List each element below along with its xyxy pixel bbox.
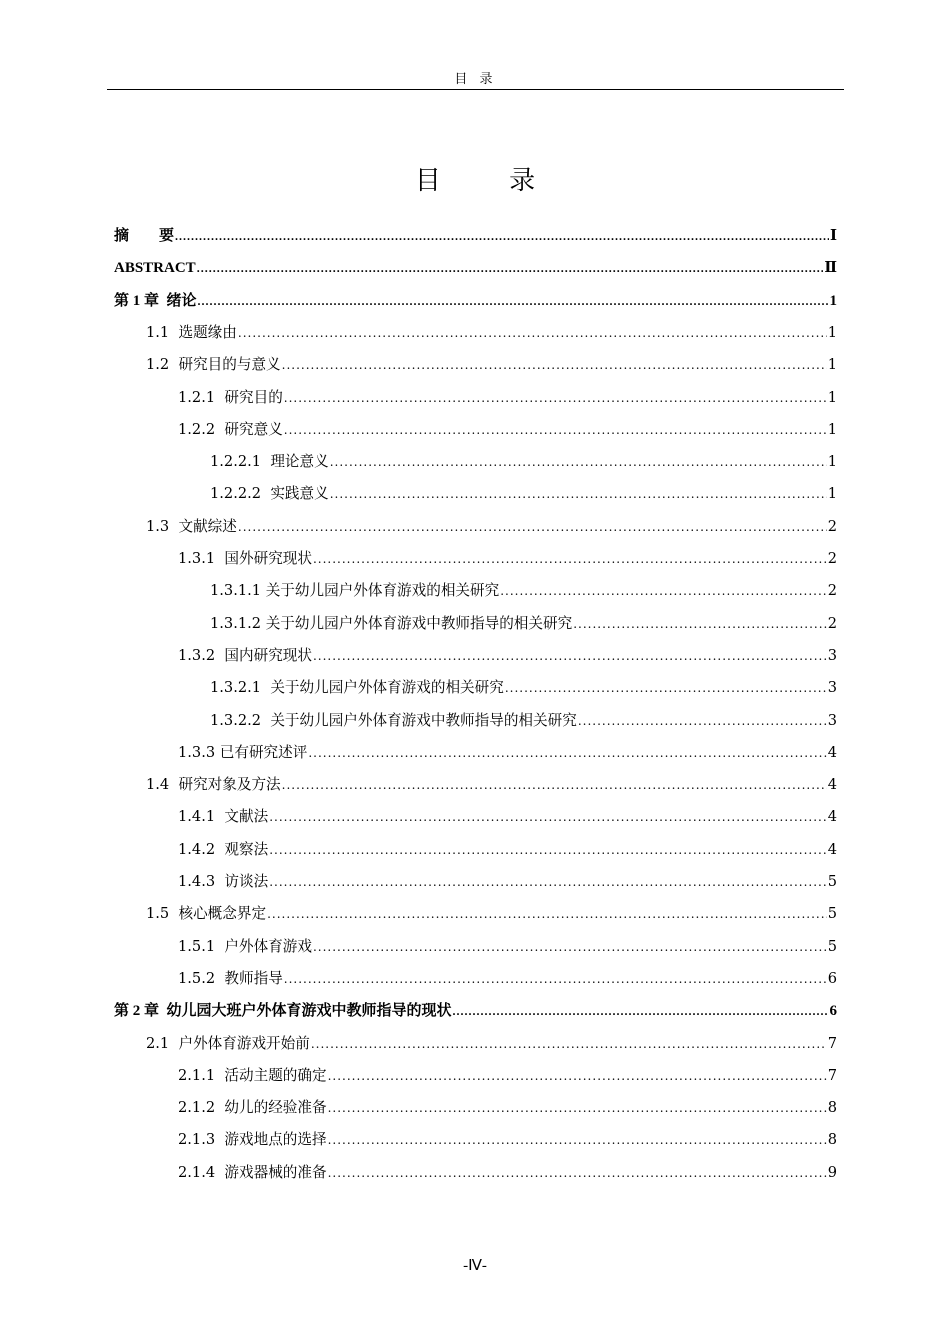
toc-entry-title: 已有研究述评 xyxy=(215,743,308,761)
toc-leader-dots xyxy=(578,707,827,735)
toc-entry-page: 2 xyxy=(827,582,837,600)
toc-entry-title: 实践意义 xyxy=(261,485,329,503)
toc-leader-dots xyxy=(328,1094,827,1122)
toc-entry-page: 1 xyxy=(827,420,837,438)
toc-entry[interactable] xyxy=(114,900,837,928)
toc-leader-dots xyxy=(282,351,827,379)
toc-entry-number: 1.4.2 xyxy=(178,840,216,858)
toc-entry-title: 户外体育游戏开始前 xyxy=(169,1034,310,1052)
toc-leader-dots xyxy=(500,577,827,605)
toc-entry-number: 2.1.4 xyxy=(178,1163,216,1181)
toc-leader-dots xyxy=(282,771,827,799)
toc-leader-dots xyxy=(284,384,827,412)
toc-entry-title: 幼儿的经验准备 xyxy=(215,1099,327,1117)
toc-entry-number: 1.5 xyxy=(146,905,170,923)
toc-entry[interactable] xyxy=(114,480,837,508)
toc-entry-page: 1 xyxy=(827,388,837,406)
toc-entry-number: 1.2.2 xyxy=(178,420,216,438)
toc-entry[interactable] xyxy=(114,1030,837,1058)
toc-entry-page: 2 xyxy=(827,614,837,632)
toc-entry-number: 1.3.2 xyxy=(178,646,216,664)
toc-entry[interactable] xyxy=(114,545,837,573)
toc-entry-title: 活动主题的确定 xyxy=(215,1066,327,1084)
page-number: -Ⅳ- xyxy=(463,1258,487,1274)
toc-leader-dots xyxy=(328,1062,827,1090)
toc-entry[interactable] xyxy=(114,448,837,476)
toc-entry-page: 1 xyxy=(829,292,837,309)
toc-entry-page: 4 xyxy=(827,808,837,826)
toc-entry[interactable] xyxy=(114,707,837,735)
toc-entry-page: 4 xyxy=(827,840,837,858)
toc-leader-dots xyxy=(330,448,827,476)
running-header: 目 录 xyxy=(454,72,497,87)
toc-leader-dots xyxy=(269,836,827,864)
toc-entry[interactable] xyxy=(114,997,837,1025)
toc-leader-dots xyxy=(238,319,827,347)
toc-entry[interactable] xyxy=(114,965,837,993)
toc-entry-page: 5 xyxy=(827,873,837,890)
toc-entry-page: 6 xyxy=(829,1003,837,1020)
toc-leader-dots xyxy=(573,610,827,638)
toc-entry[interactable] xyxy=(114,1159,837,1187)
toc-entry-number: 1.3.2.2 xyxy=(210,711,262,729)
toc-entry[interactable] xyxy=(114,1094,837,1122)
toc-entry[interactable] xyxy=(114,642,837,670)
toc-entry-page: 3 xyxy=(827,711,837,729)
header-rule xyxy=(107,89,844,90)
toc-entry-page: 3 xyxy=(827,646,837,664)
toc-entry-number: 1.1 xyxy=(146,323,170,341)
toc-entry[interactable] xyxy=(114,1126,837,1154)
toc-entry-number: 1.3.1.2 xyxy=(210,614,262,632)
toc-leader-dots xyxy=(313,933,827,961)
toc-entry-page: 4 xyxy=(827,743,837,761)
toc-entry-number: 1.3.3 xyxy=(178,743,216,761)
toc-entry-title: 观察法 xyxy=(215,840,269,858)
toc-entry-number: 摘 要 xyxy=(114,228,175,244)
toc-entry-page: 1 xyxy=(827,356,837,374)
toc-entry-number: 1.3 xyxy=(146,517,170,535)
toc-entry-title: 游戏器械的准备 xyxy=(215,1163,327,1181)
toc-entry-title: 关于幼儿园户外体育游戏中教师指导的相关研究 xyxy=(261,614,573,632)
toc-entry-number: 1.4.3 xyxy=(178,873,216,890)
toc-entry-title: 文献综述 xyxy=(169,517,237,535)
toc-leader-dots xyxy=(284,965,827,993)
toc-entry-title: 户外体育游戏 xyxy=(215,937,312,955)
toc-entry-page: 7 xyxy=(827,1034,837,1052)
toc-entry-title: 研究目的与意义 xyxy=(169,356,281,374)
toc-entry[interactable] xyxy=(114,384,837,412)
toc-entry[interactable] xyxy=(114,868,837,896)
toc-entry-number: 2.1 xyxy=(146,1034,170,1052)
toc-leader-dots xyxy=(175,222,829,250)
toc-entry[interactable] xyxy=(114,287,837,315)
toc-leader-dots xyxy=(328,1126,827,1154)
toc-entry-title: 访谈法 xyxy=(215,873,269,890)
toc-entry[interactable] xyxy=(114,254,837,282)
toc-entry[interactable] xyxy=(114,803,837,831)
toc-entry-title: 关于幼儿园户外体育游戏的相关研究 xyxy=(261,582,500,600)
toc-entry-page: 2 xyxy=(827,517,837,535)
toc-entry-number: 1.2 xyxy=(146,356,170,374)
toc-entry-number: 1.3.1 xyxy=(178,550,216,567)
toc-entry-page: 6 xyxy=(827,969,837,987)
toc-entry-title: 研究目的 xyxy=(215,388,283,406)
toc-entry-title: 关于幼儿园户外体育游戏中教师指导的相关研究 xyxy=(261,711,577,729)
toc-entry-page: Ⅰ xyxy=(829,228,837,244)
toc-entry-title: 核心概念界定 xyxy=(169,905,267,923)
toc-title: 目 录 xyxy=(414,166,566,196)
toc-leader-dots xyxy=(505,674,827,702)
toc-entry-page: 5 xyxy=(827,905,837,923)
toc-entry[interactable] xyxy=(114,1062,837,1090)
toc-entry-number: 1.3.1.1 xyxy=(210,582,262,600)
toc-entry[interactable] xyxy=(114,771,837,799)
toc-leader-dots xyxy=(238,513,827,541)
toc-entry[interactable] xyxy=(114,674,837,702)
toc-entry-page: 1 xyxy=(827,453,837,471)
toc-entry-title: 游戏地点的选择 xyxy=(215,1131,327,1149)
toc-entry-title: 文献法 xyxy=(215,808,269,826)
toc-entry-title: 理论意义 xyxy=(261,453,329,471)
toc-entry[interactable] xyxy=(114,416,837,444)
toc-entry-number: 第 2 章 xyxy=(114,1003,160,1020)
toc-entry-title: 研究对象及方法 xyxy=(169,776,281,794)
toc-leader-dots xyxy=(269,803,827,831)
toc-entry-title: 国外研究现状 xyxy=(215,550,312,567)
toc-leader-dots xyxy=(313,545,827,573)
toc-entry-title: 关于幼儿园户外体育游戏的相关研究 xyxy=(261,679,504,697)
toc-leader-dots xyxy=(453,997,829,1025)
toc-entry-page: 7 xyxy=(827,1066,837,1084)
toc-entry[interactable] xyxy=(114,610,837,638)
toc-entry-number: 第 1 章 xyxy=(114,292,160,309)
toc-entry-number: 1.4 xyxy=(146,776,170,794)
toc-leader-dots xyxy=(308,739,826,767)
toc-entry-number: 1.2.1 xyxy=(178,388,216,406)
toc-leader-dots xyxy=(311,1030,827,1058)
toc-entry-title: 幼儿园大班户外体育游戏中教师指导的现状 xyxy=(159,1003,452,1020)
toc-entry-page: Ⅱ xyxy=(824,260,837,277)
toc-entry[interactable] xyxy=(114,222,837,250)
toc-entry-page: 2 xyxy=(827,550,837,567)
toc-entry[interactable] xyxy=(114,836,837,864)
toc-entry[interactable] xyxy=(114,933,837,961)
toc-entry-number: 1.3.2.1 xyxy=(210,679,262,697)
toc-entry-title: 研究意义 xyxy=(215,420,283,438)
toc-leader-dots xyxy=(269,868,827,896)
toc-entry-title: 国内研究现状 xyxy=(215,646,312,664)
toc-entry[interactable] xyxy=(114,513,837,541)
toc-entry-page: 1 xyxy=(827,485,837,503)
toc-entry[interactable] xyxy=(114,351,837,379)
toc-entry-page: 1 xyxy=(827,323,837,341)
toc-entry-number: 1.5.1 xyxy=(178,937,216,955)
toc-leader-dots xyxy=(328,1159,827,1187)
toc-entry-page: 9 xyxy=(827,1163,837,1181)
toc-entry-number: ABSTRACT xyxy=(114,260,196,277)
toc-entry-page: 4 xyxy=(827,776,837,794)
toc-entry[interactable] xyxy=(114,319,837,347)
toc-entry-title: 绪论 xyxy=(159,292,197,309)
toc-leader-dots xyxy=(284,416,827,444)
toc-leader-dots xyxy=(330,480,827,508)
toc-entry-page: 8 xyxy=(827,1099,837,1117)
toc-entry-number: 1.4.1 xyxy=(178,808,216,826)
toc-entry-page: 3 xyxy=(827,679,837,697)
toc-entry-title: 选题缘由 xyxy=(169,323,237,341)
toc-entry[interactable] xyxy=(114,739,837,767)
toc-entry-page: 5 xyxy=(827,937,837,955)
toc-entry-number: 1.2.2.1 xyxy=(210,453,262,471)
toc-entry-number: 2.1.2 xyxy=(178,1099,216,1117)
toc-entry-number: 2.1.1 xyxy=(178,1066,216,1084)
toc-leader-dots xyxy=(198,287,829,315)
toc-entry-number: 1.5.2 xyxy=(178,969,216,987)
toc-entry[interactable] xyxy=(114,577,837,605)
toc-entry-number: 1.2.2.2 xyxy=(210,485,262,503)
toc-entry-page: 8 xyxy=(827,1131,837,1149)
toc-entry-title: 教师指导 xyxy=(215,969,283,987)
toc-entry-number: 2.1.3 xyxy=(178,1131,216,1149)
toc-leader-dots xyxy=(267,900,827,928)
toc-leader-dots xyxy=(313,642,827,670)
toc-leader-dots xyxy=(197,254,824,282)
